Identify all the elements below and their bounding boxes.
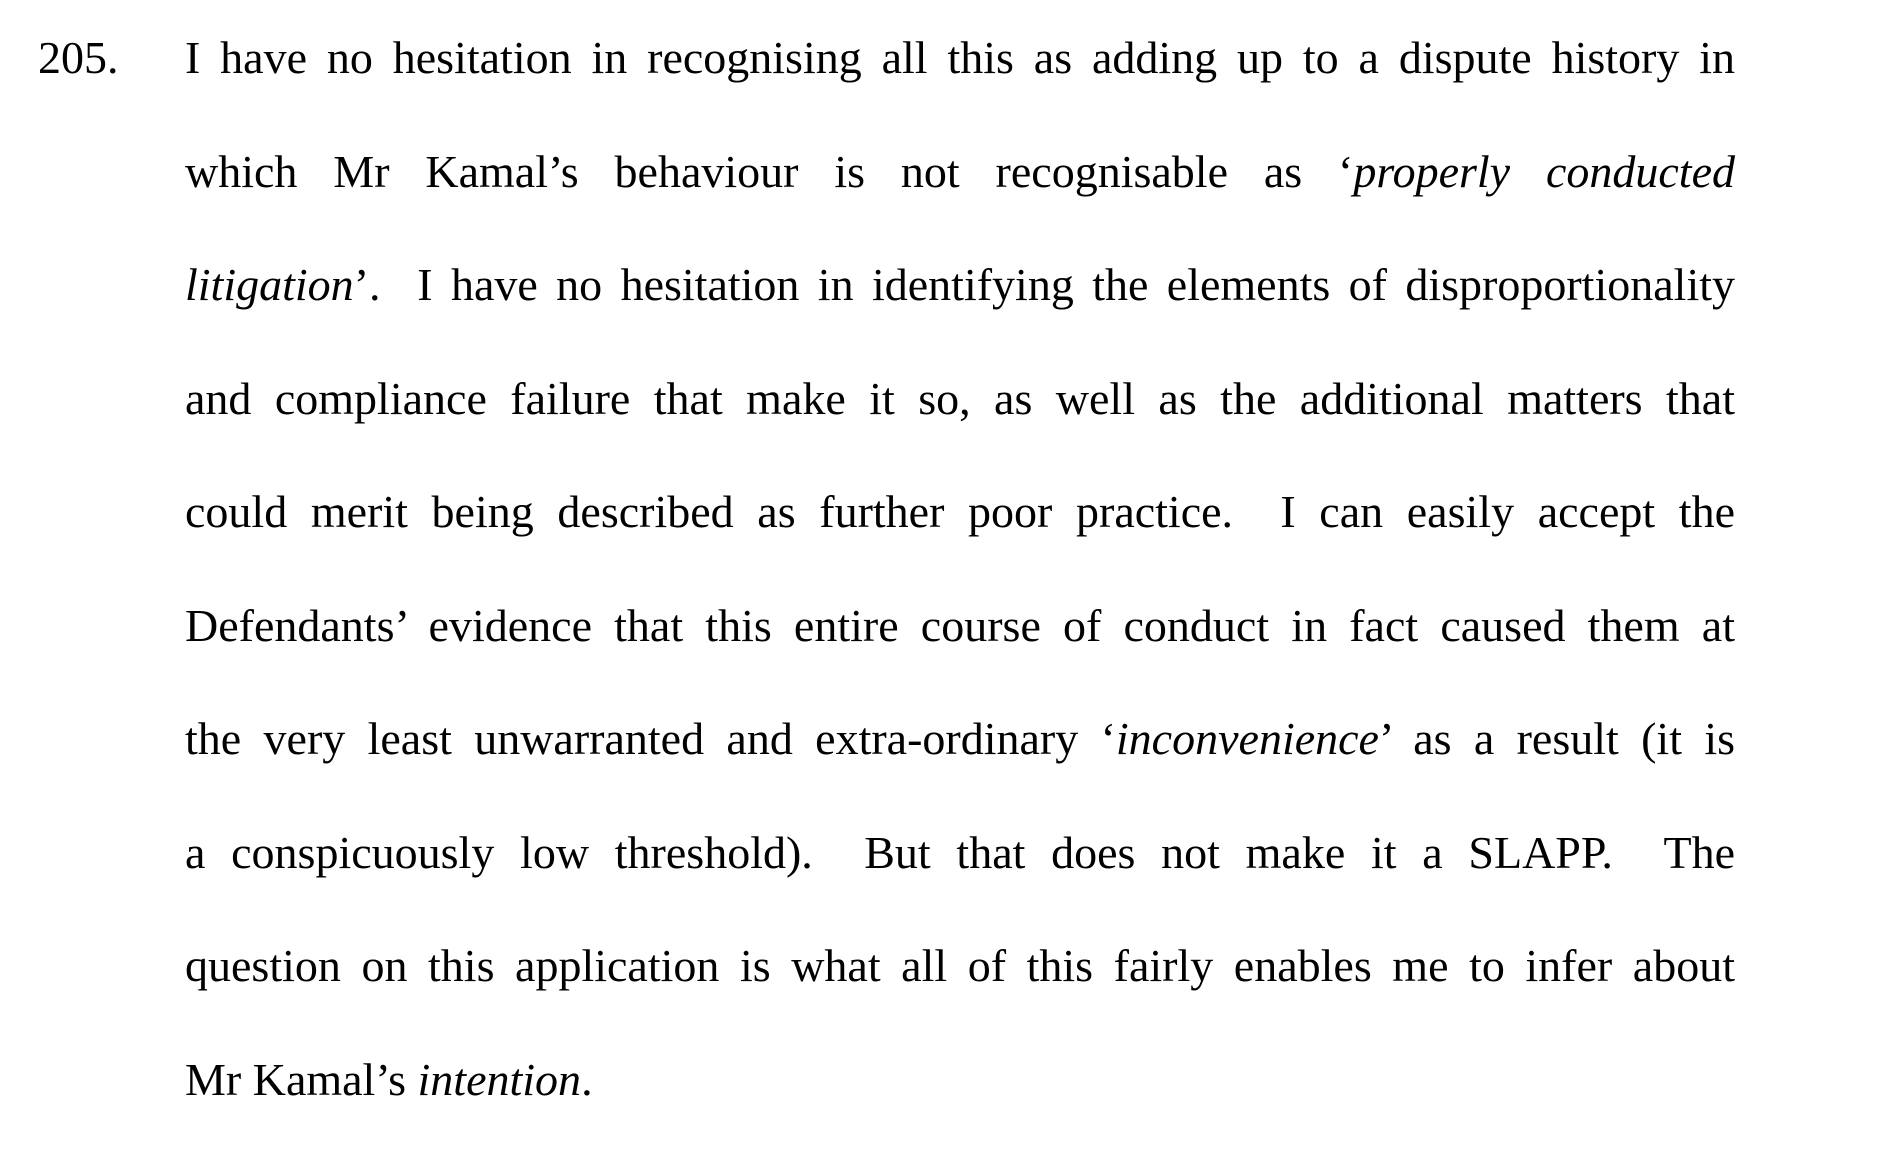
paragraph-line <box>185 482 1735 542</box>
italic-text: properly conducted <box>1353 145 1735 197</box>
paragraph-number: 205. <box>38 32 119 83</box>
body-text: which Mr Kamal’s behaviour is not recognisable as ‘ <box>185 145 1354 197</box>
paragraph-line <box>185 936 1735 996</box>
body-text: the very least unwarranted and extra-ordinary ‘ <box>185 713 1116 764</box>
body-text: ’. I have no hesitation in identifying the elements of disproportionality <box>353 259 1735 310</box>
body-text: could merit being described as further poor practice. I can easily accept the <box>185 486 1735 537</box>
body-text: I have no hesitation in recognising all this as adding up to a dispute history in <box>185 32 1735 83</box>
body-text: Defendants’ evidence that this entire course of conduct in fact caused them at <box>185 599 1735 651</box>
body-text: question on this application is what all of this fairly enables me to infer about <box>185 940 1735 991</box>
body-text: ’ as a result (it is <box>1378 713 1735 764</box>
body-text: and compliance failure that make it so, as well as the additional matters that <box>185 372 1735 424</box>
paragraph-line <box>185 596 1735 656</box>
italic-text: inconvenience <box>1115 713 1379 764</box>
body-text: a conspicuously low threshold). But that does not make it a SLAPP. The <box>185 826 1735 878</box>
paragraph-line <box>185 255 1735 315</box>
paragraph-line <box>185 1050 1735 1110</box>
paragraph-line <box>185 823 1735 883</box>
paragraph-body <box>185 28 1735 1163</box>
body-text: Mr Kamal’s <box>185 1053 418 1105</box>
italic-text: litigation <box>185 259 354 310</box>
body-text: . <box>581 1053 593 1105</box>
paragraph-line <box>185 142 1735 202</box>
paragraph-line <box>185 369 1735 429</box>
italic-text: intention <box>417 1053 582 1105</box>
paragraph-line <box>185 28 1735 88</box>
paragraph-line <box>185 709 1735 769</box>
